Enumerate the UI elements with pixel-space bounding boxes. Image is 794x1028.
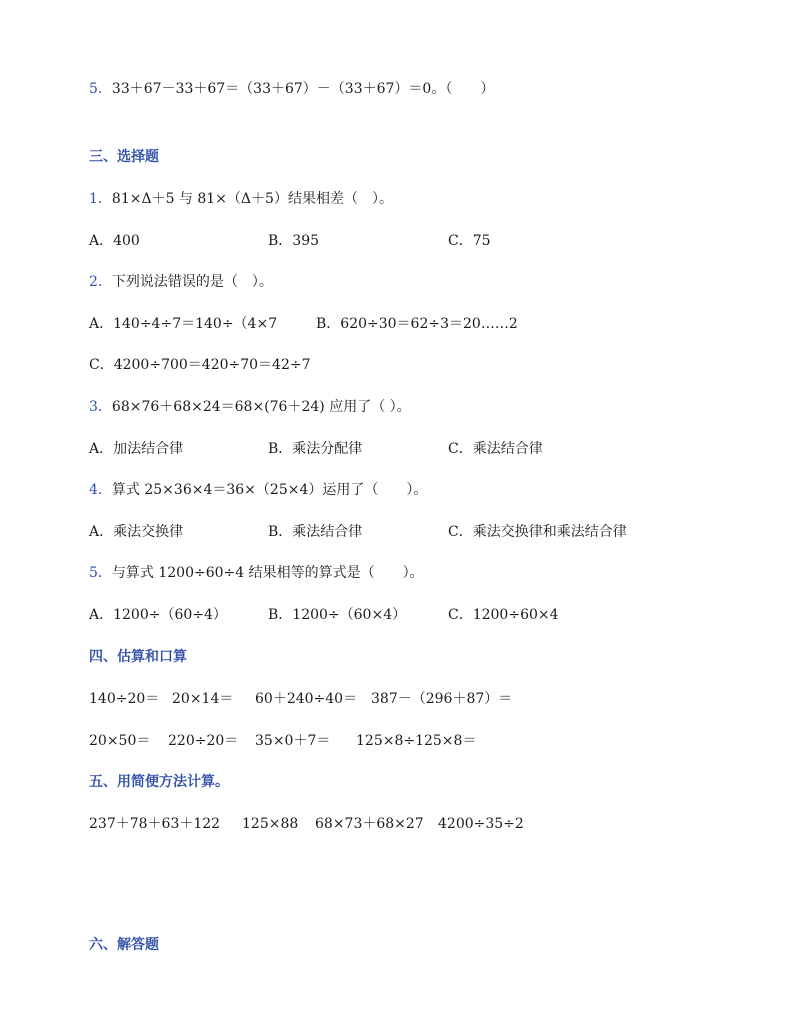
mental-math-item: 35×0＋7＝ — [255, 733, 331, 749]
option-c: C．乘法结合律 — [448, 441, 543, 457]
mental-math-item: 20×50＝ — [89, 733, 151, 749]
option-c: C．4200÷700＝420÷70＝42÷7 — [89, 357, 311, 373]
question-number: 1． — [89, 191, 112, 207]
option-a: A．乘法交换律 — [89, 524, 184, 540]
section-heading-mental-math: 四、估算和口算 — [89, 649, 187, 665]
option-a: A．1200÷（60÷4） — [89, 607, 227, 623]
choice-question-2 — [89, 273, 273, 291]
question-text: 下列说法错误的是（ ）。 — [111, 274, 273, 290]
option-b: B．395 — [268, 233, 320, 249]
option-a: A．140÷4÷7＝140÷（4×7 — [89, 316, 278, 332]
section-heading-simplify: 五、用简便方法计算。 — [89, 774, 229, 790]
simplify-item: 4200÷35÷2 — [438, 816, 524, 832]
option-b: B．620÷30＝62÷3＝20……2 — [316, 316, 518, 332]
mental-math-item: 60＋240÷40＝ — [255, 691, 358, 707]
section-heading-answer: 六、解答题 — [89, 937, 159, 953]
option-a: A．400 — [89, 233, 140, 249]
mental-math-item: 125×8÷125×8＝ — [356, 733, 477, 749]
question-text: 68×76＋68×24＝68×(76＋24) 应用了（ ）。 — [111, 399, 411, 415]
simplify-item: 237＋78＋63＋122 — [89, 816, 221, 832]
section-heading-choice: 三、选择题 — [89, 149, 159, 165]
choice-question-3 — [89, 398, 411, 416]
simplify-item: 68×73＋68×27 — [315, 816, 424, 832]
question-number: 5． — [89, 81, 112, 97]
question-number: 3． — [89, 399, 112, 415]
mental-math-item: 220÷20＝ — [168, 733, 239, 749]
option-b: B．1200÷（60×4） — [268, 607, 407, 623]
question-text: 81×Δ＋5 与 81×（Δ＋5）结果相差（ ）。 — [111, 191, 393, 207]
question-number: 5． — [89, 565, 112, 581]
question-text: 33＋67－33＋67＝（33＋67）－（33＋67）＝0。（ ） — [111, 81, 495, 97]
mental-math-item: 20×14＝ — [172, 691, 234, 707]
simplify-item: 125×88 — [242, 816, 299, 832]
option-c: C．75 — [448, 233, 491, 249]
mental-math-item: 140÷20＝ — [89, 691, 160, 707]
choice-question-5 — [89, 564, 424, 582]
choice-question-1 — [89, 190, 393, 208]
option-a: A．加法结合律 — [89, 441, 184, 457]
option-c: C．乘法交换律和乘法结合律 — [448, 524, 627, 540]
option-b: B．乘法结合律 — [268, 524, 363, 540]
choice-question-4 — [89, 481, 427, 499]
question-text: 与算式 1200÷60÷4 结果相等的算式是（ ）。 — [111, 565, 424, 581]
question-number: 4． — [89, 482, 112, 498]
mental-math-item: 387－（296＋87）＝ — [371, 691, 513, 707]
option-b: B．乘法分配律 — [268, 441, 363, 457]
question-number: 2． — [89, 274, 112, 290]
true-false-question-5 — [89, 80, 494, 98]
question-text: 算式 25×36×4＝36×（25×4）运用了（ ）。 — [111, 482, 428, 498]
option-c: C．1200÷60×4 — [448, 607, 559, 623]
